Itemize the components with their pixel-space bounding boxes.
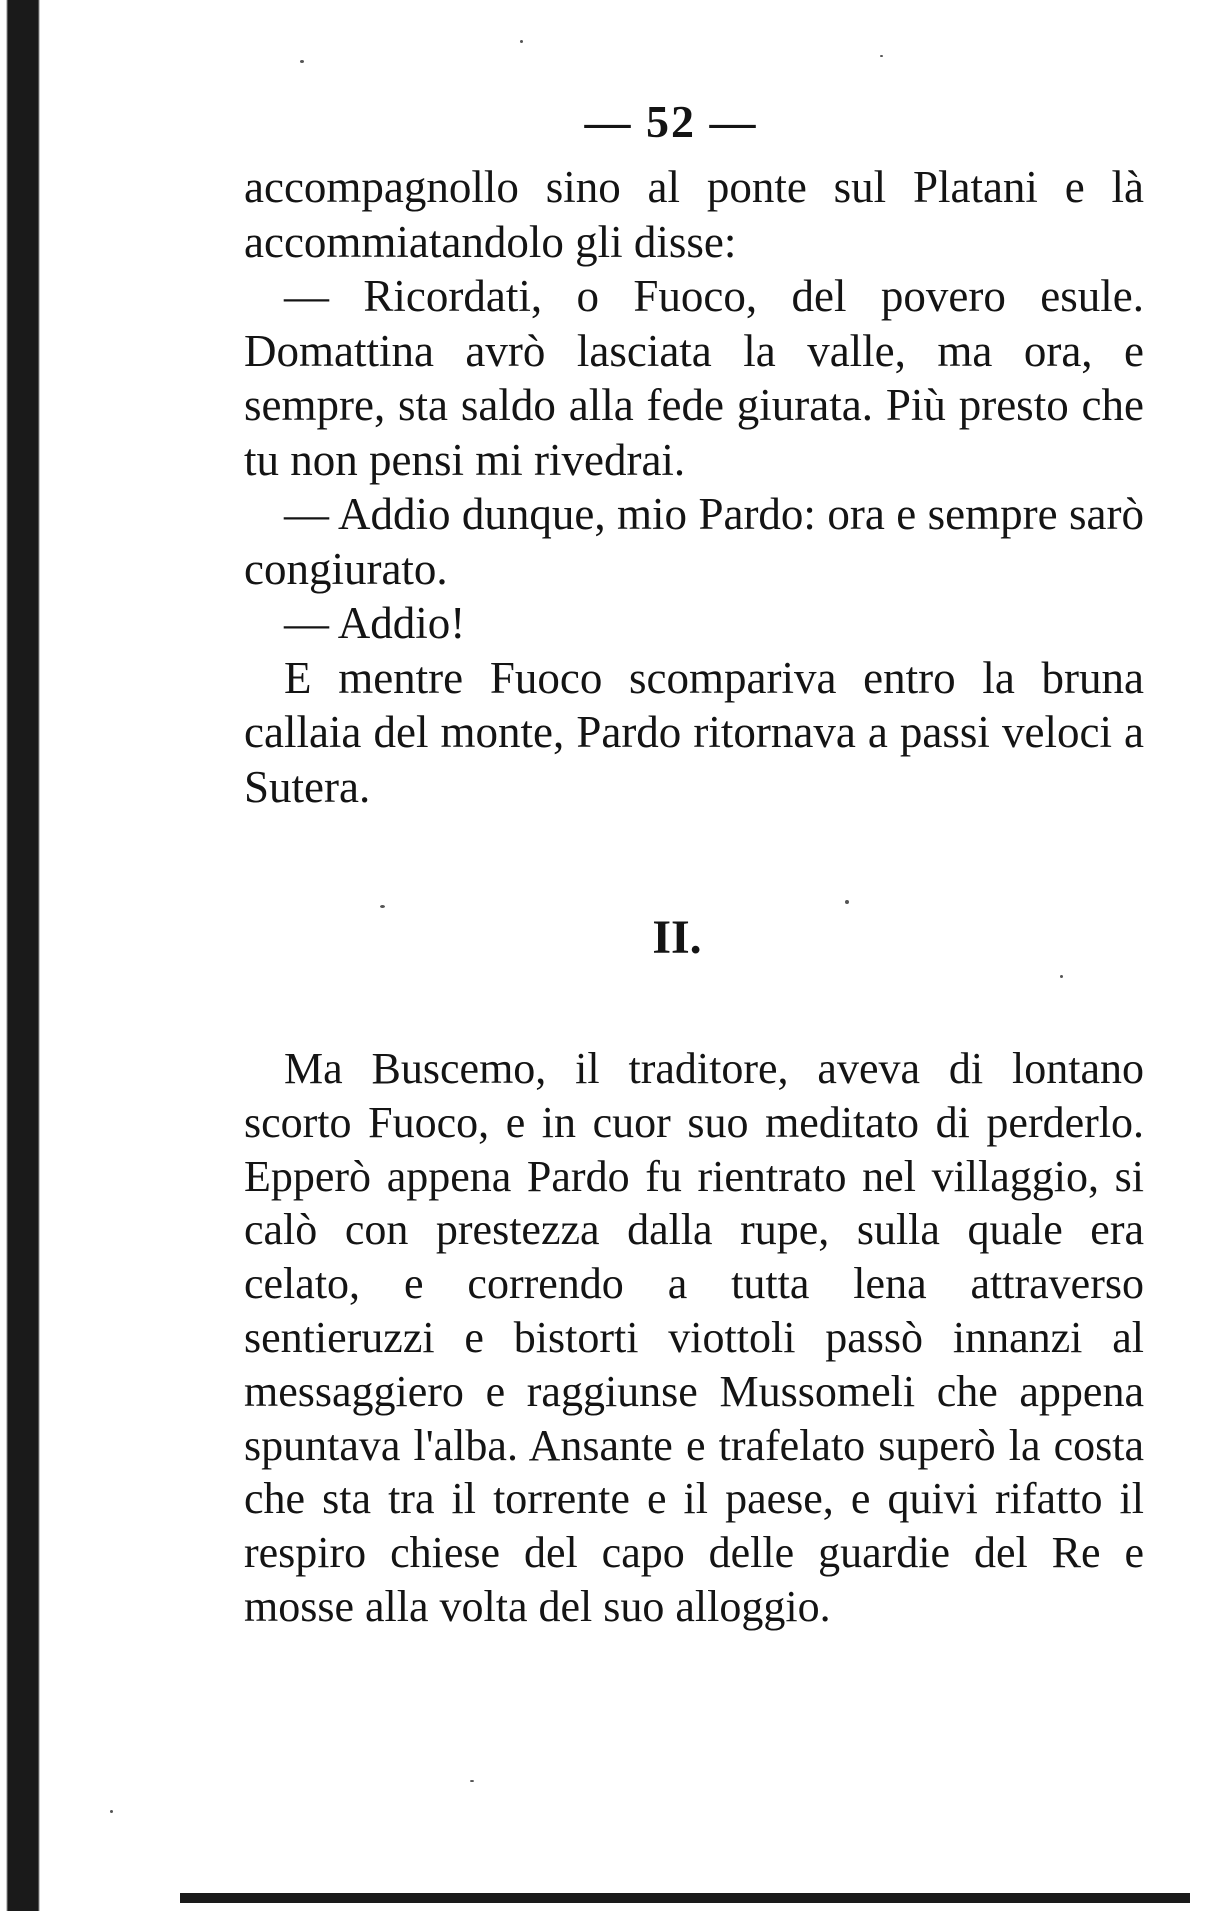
scan-speck <box>300 60 304 63</box>
scan-speck <box>110 1810 113 1813</box>
page-number: — 52 — <box>584 96 758 147</box>
scan-speck <box>380 905 385 908</box>
paragraph: — Addio! <box>284 598 466 648</box>
scan-speck <box>880 55 883 57</box>
bottom-rule <box>180 1893 1190 1903</box>
paragraph: Ma Buscemo, il traditore, aveva di lontano scorto Fuoco, e in cuor suo meditato di perderlo. Epperò appena Pardo fu rientrato nel villaggio, si calò con prestezza dalla rupe, sulla quale era celato, e correndo a tutta lena attraverso sentieruzzi e bistorti viottoli passò innanzi al messaggiero e raggiunse Mussomeli che appena spuntava l'alba. Ansante e trafelato superò la costa che sta tra il torrente e il paese, e quivi rifatto il respiro chiese del capo delle guardie del Re e mosse alla volta del suo alloggio. <box>244 1044 1144 1631</box>
scan-speck <box>520 40 523 43</box>
section-heading: II. <box>652 911 702 964</box>
scan-speck <box>1060 975 1063 978</box>
text-block-after <box>244 1042 1144 1634</box>
paragraph: — Ricordati, o Fuoco, del povero esule. Domattina avrò lasciata la valle, ma ora, e sempre, sta saldo alla fede giurata. Più presto che tu non pensi mi rivedrai. <box>244 271 1144 485</box>
scan-speck <box>845 900 849 904</box>
paragraph: E mentre Fuoco scompariva entro la bruna callaia del monte, Pardo ritornava a passi veloci a Sutera. <box>244 652 1144 812</box>
book-spine-shadow <box>0 0 40 1911</box>
paragraph: accompagnollo sino al ponte sul Platani e là accommiatandolo gli disse: <box>244 162 1144 267</box>
paragraph: — Addio dunque, mio Pardo: ora e sempre sarò congiurato. <box>244 489 1144 594</box>
scan-speck <box>470 1780 474 1782</box>
text-block-before <box>244 160 1144 814</box>
